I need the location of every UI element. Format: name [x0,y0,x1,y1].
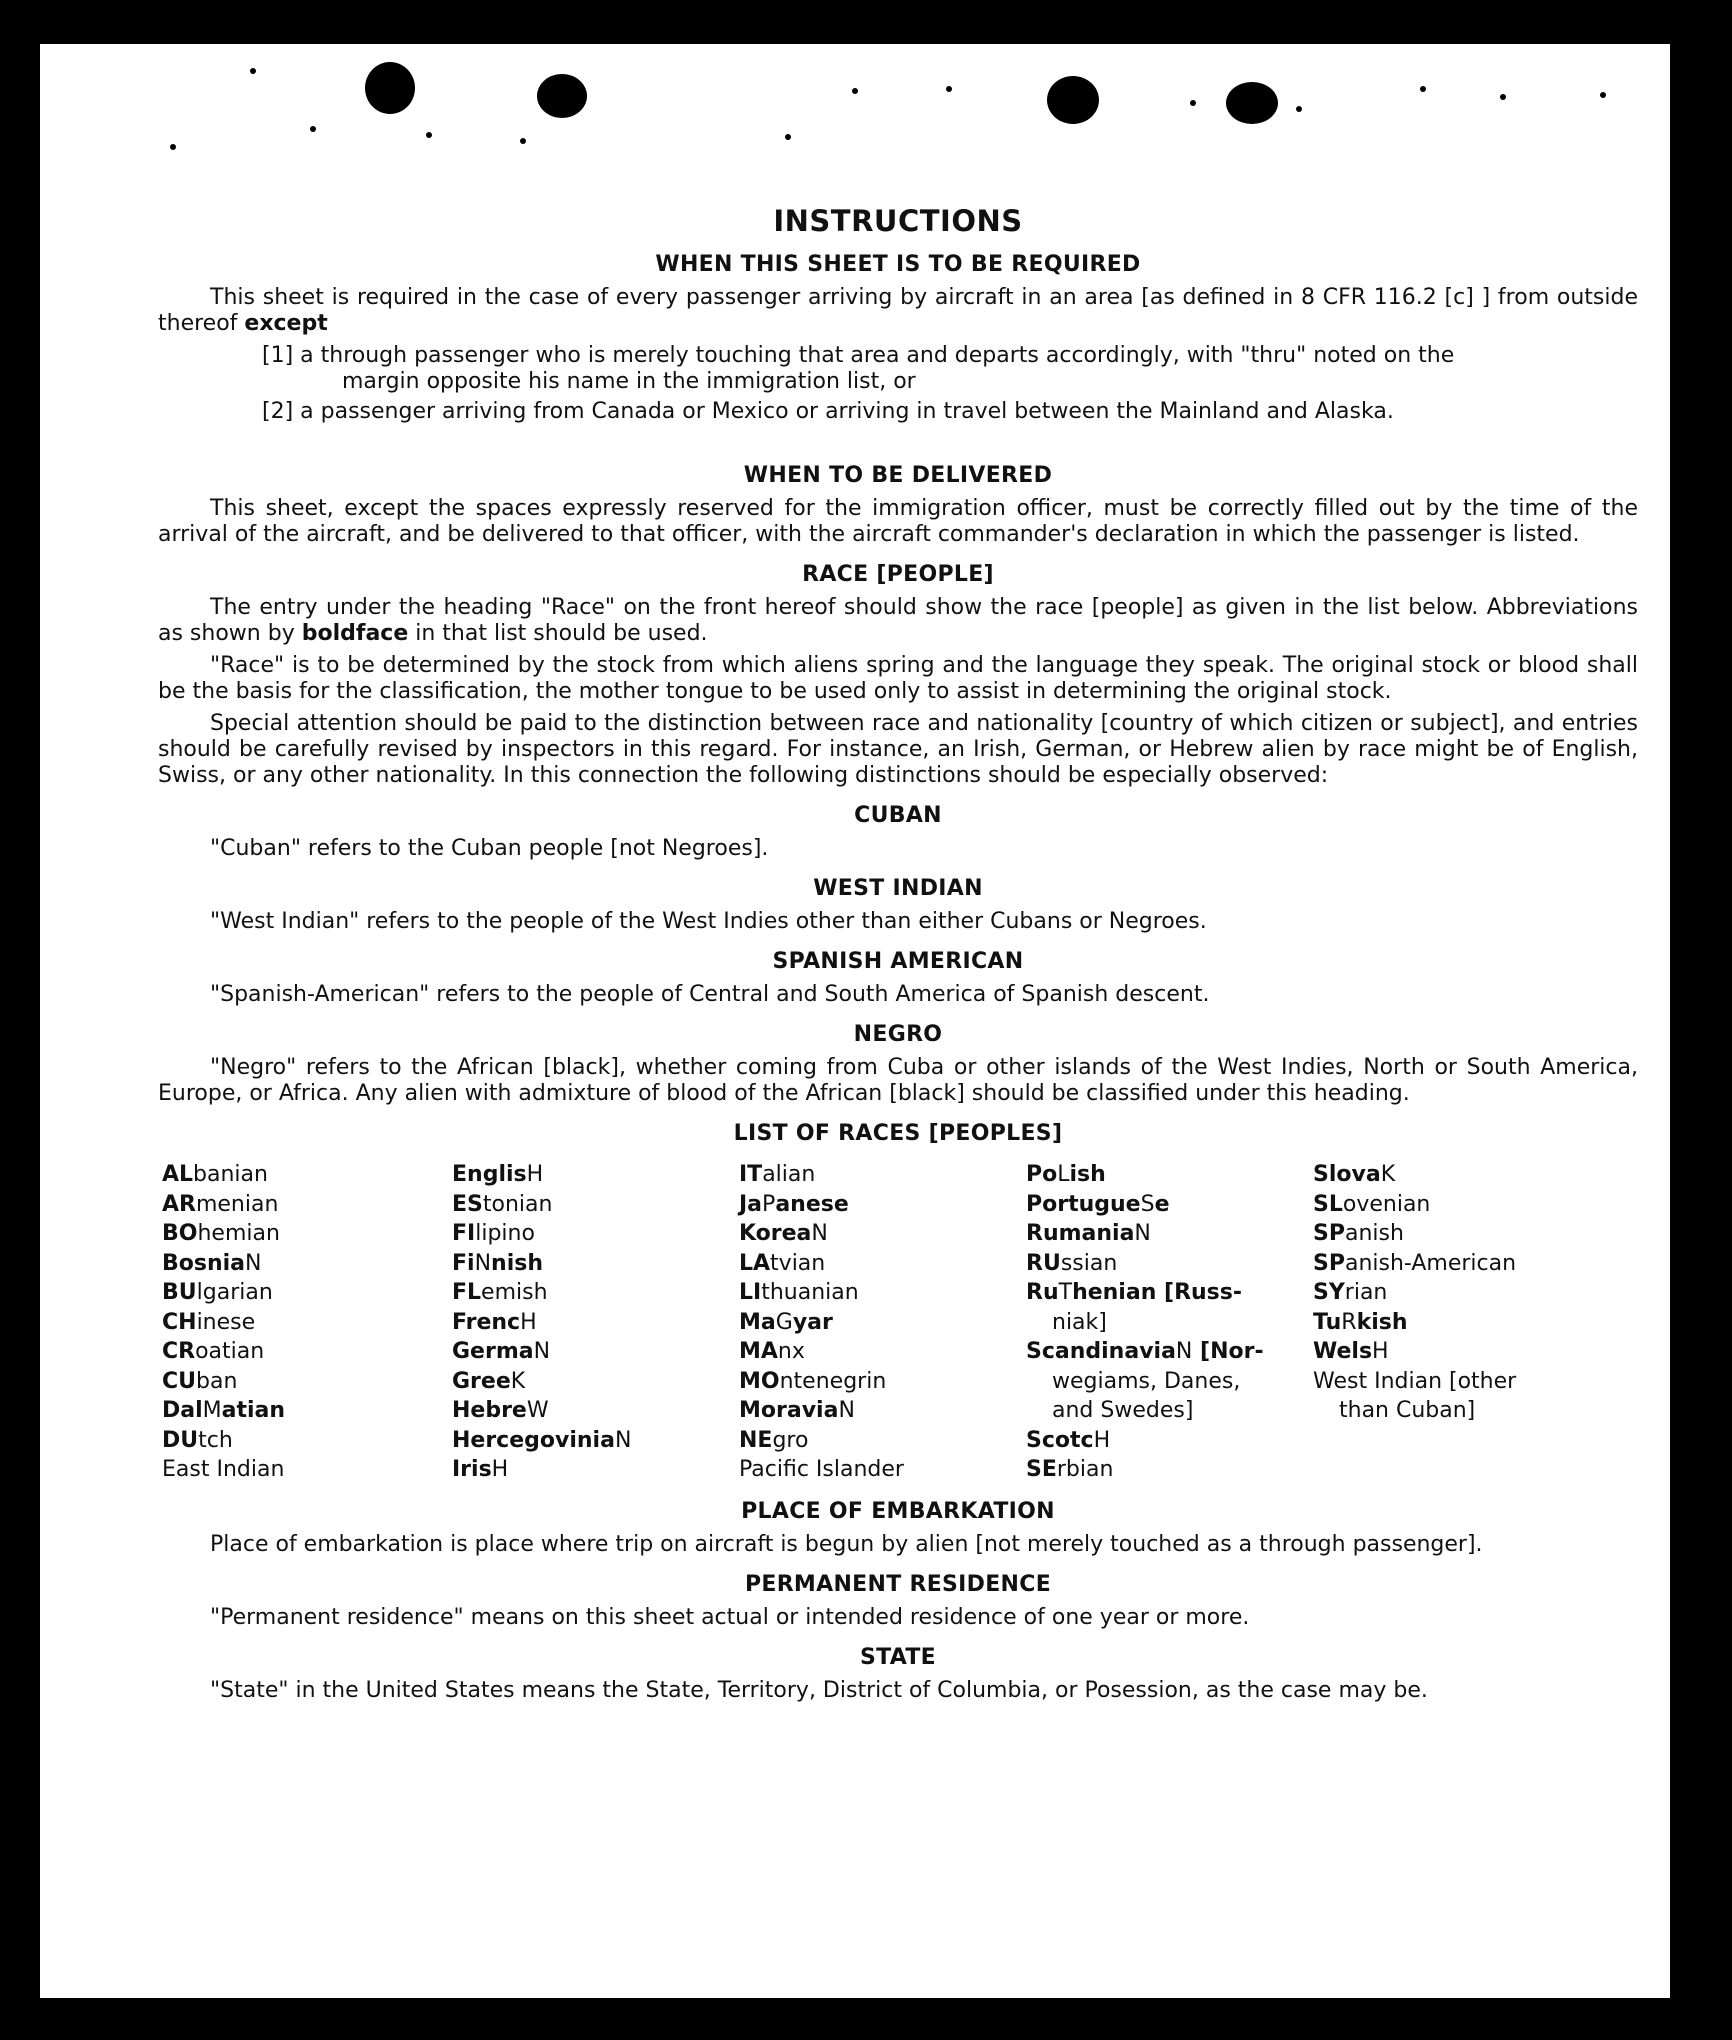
races-list [162,1160,1638,1485]
punch-hole-1 [365,62,415,114]
races-column [1313,1160,1613,1485]
race-item: HercegoviniaN [452,1427,632,1453]
punch-hole-3 [1047,76,1099,124]
exception-1: [1] a through passenger who is merely touching that area and departs accordingly, with "thru" noted on the margin opposite his name in the immigration list, or [262,343,1455,394]
race-item: RUssian [1026,1250,1118,1276]
punch-hole-2 [537,74,587,118]
speck [1500,94,1506,100]
race-item: LAtvian [739,1250,826,1276]
race-item: LIthuanian [739,1280,859,1305]
race-item: RumaniaN [1026,1221,1151,1246]
race-item: CRoatian [162,1339,265,1364]
para-negro: "Negro" refers to the African [black], whether coming from Cuba or other islands of the West Indies, North or South America, Europe, or Africa. Any alien with admixture of blood of the African [black] should be classified under this heading. [158,1055,1638,1106]
race-item: ScandinaviaN [Nor- [1026,1339,1264,1364]
heading-list-of-races: LIST OF RACES [PEOPLES] [733,1121,1063,1146]
race-item: GreeK [452,1368,526,1394]
race-item: BUlgarian [162,1280,273,1305]
race-item: ARmenian [162,1191,279,1217]
heading-west-indian: WEST INDIAN [813,876,983,901]
para-permanent-residence: "Permanent residence" means on this sheet actual or intended residence of one year or more. [210,1604,1250,1630]
race-item: ScotcH [1026,1427,1111,1453]
race-item: CHinese [162,1309,256,1335]
race-item: SYrian [1313,1280,1388,1305]
race-item: BOhemian [162,1221,280,1246]
races-column [452,1160,739,1485]
heading-spanish-american: SPANISH AMERICAN [772,949,1024,974]
race-item: PortugueSe [1026,1191,1170,1217]
para-race-2: "Race" is to be determined by the stock from which aliens spring and the language they speak. The original stock or blood shall be the basis for the classification, the mother tongue to be used only to assist in determining the original stock. [158,653,1638,704]
para-west-indian: "West Indian" refers to the people of the West Indies other than either Cubans or Negroes. [210,909,1207,934]
race-item: RuThenian [Russ- [1026,1280,1242,1305]
para-cuban: "Cuban" refers to the Cuban people [not Negroes]. [210,836,769,861]
race-item: SlovaK [1313,1162,1396,1187]
races-column [739,1160,1026,1485]
punch-hole-4 [1226,82,1278,124]
heading-state: STATE [860,1644,936,1670]
para-race-3: Special attention should be paid to the distinction between race and nationality [country of which citizen or subject], and entries should be carefully revised by inspectors in this regard. For instance, an Irish, German, or Hebrew alien by race might be of English, Swiss, or any other nationality. In this connection the following distinctions should be especially observed: [158,711,1638,788]
speck [946,86,952,92]
race-item: FrencH [452,1309,537,1335]
race-item: FIlipino [452,1221,535,1246]
race-item: FiNnish [452,1250,544,1276]
speck [250,68,256,74]
race-item: niak] [1052,1309,1107,1335]
races-column [162,1160,452,1485]
speck [1420,86,1426,92]
race-item: ITalian [739,1162,816,1187]
speck [426,132,432,138]
race-item: MoraviaN [739,1398,855,1423]
speck [785,134,791,140]
race-item: GermaN [452,1339,551,1364]
race-item: Pacific Islander [739,1457,904,1482]
para-state: "State" in the United States means the State, Territory, District of Columbia, or Posession, as the case may be. [210,1677,1428,1703]
race-item: than Cuban] [1339,1398,1476,1423]
instructions-content [158,164,1638,1710]
race-item: WelsH [1313,1339,1389,1364]
para-when-required: This sheet is required in the case of every passenger arriving by aircraft in an area [as defined in 8 CFR 116.2 [c] ] from outside thereof except [158,285,1638,336]
para-race-1: The entry under the heading "Race" on the front hereof should show the race [people] as given in the list below. Abbreviations as shown by boldface in that list should be used. [158,595,1638,646]
race-item: MaGyar [739,1309,833,1335]
heading-when-delivered: WHEN TO BE DELIVERED [743,463,1053,488]
heading-cuban: CUBAN [854,803,942,828]
race-item: DalMatian [162,1398,286,1423]
para-when-delivered: This sheet, except the spaces expressly reserved for the immigration officer, must be correctly filled out by the time of the arrival of the aircraft, and be delivered to that officer, with the aircraft commander's declaration in which the passenger is listed. [158,496,1638,547]
race-item: NEgro [739,1427,809,1453]
heading-embarkation: PLACE OF EMBARKATION [741,1498,1055,1524]
heading-permanent-residence: PERMANENT RESIDENCE [744,1571,1052,1597]
race-item: EStonian [452,1191,553,1217]
race-item: EnglisH [452,1162,544,1187]
heading-when-required: WHEN THIS SHEET IS TO BE REQUIRED [655,252,1141,277]
speck [1296,106,1302,112]
speck [520,138,526,144]
race-item: IrisH [452,1457,509,1482]
speck [1190,100,1196,106]
race-item: wegiams, Danes, [1052,1368,1241,1394]
race-item: MOntenegrin [739,1368,887,1394]
heading-negro: NEGRO [853,1022,943,1047]
race-item: MAnx [739,1339,805,1364]
race-item: JaPanese [739,1191,849,1217]
heading-race: RACE [PEOPLE] [802,562,994,587]
document-sheet [40,44,1670,1998]
para-spanish-american: "Spanish-American" refers to the people of Central and South America of Spanish descent. [210,982,1210,1007]
race-item: SLovenian [1313,1191,1431,1217]
race-item: and Swedes] [1052,1398,1194,1423]
race-item: SPanish-American [1313,1250,1517,1276]
race-item: HebreW [452,1398,549,1423]
exception-2: [2] a passenger arriving from Canada or Mexico or arriving in travel between the Mainland and Alaska. [262,399,1394,424]
race-item: CUban [162,1368,238,1394]
race-item: DUtch [162,1427,233,1453]
race-item: PoLish [1026,1162,1106,1187]
race-item: SPanish [1313,1221,1404,1246]
race-item: East Indian [162,1457,285,1482]
speck [1600,92,1606,98]
races-column [1026,1160,1313,1485]
race-item: TuRkish [1313,1309,1408,1335]
speck [170,144,176,150]
speck [310,126,316,132]
race-item: ALbanian [162,1162,268,1187]
para-embarkation: Place of embarkation is place where trip on aircraft is begun by alien [not merely touched as a through passenger]. [210,1531,1483,1557]
race-item: West Indian [other [1313,1368,1517,1394]
race-item: BosniaN [162,1250,262,1276]
speck [852,88,858,94]
page-title: INSTRUCTIONS [773,204,1023,238]
race-item: SErbian [1026,1457,1114,1482]
race-item: FLemish [452,1280,548,1305]
race-item: KoreaN [739,1221,828,1246]
